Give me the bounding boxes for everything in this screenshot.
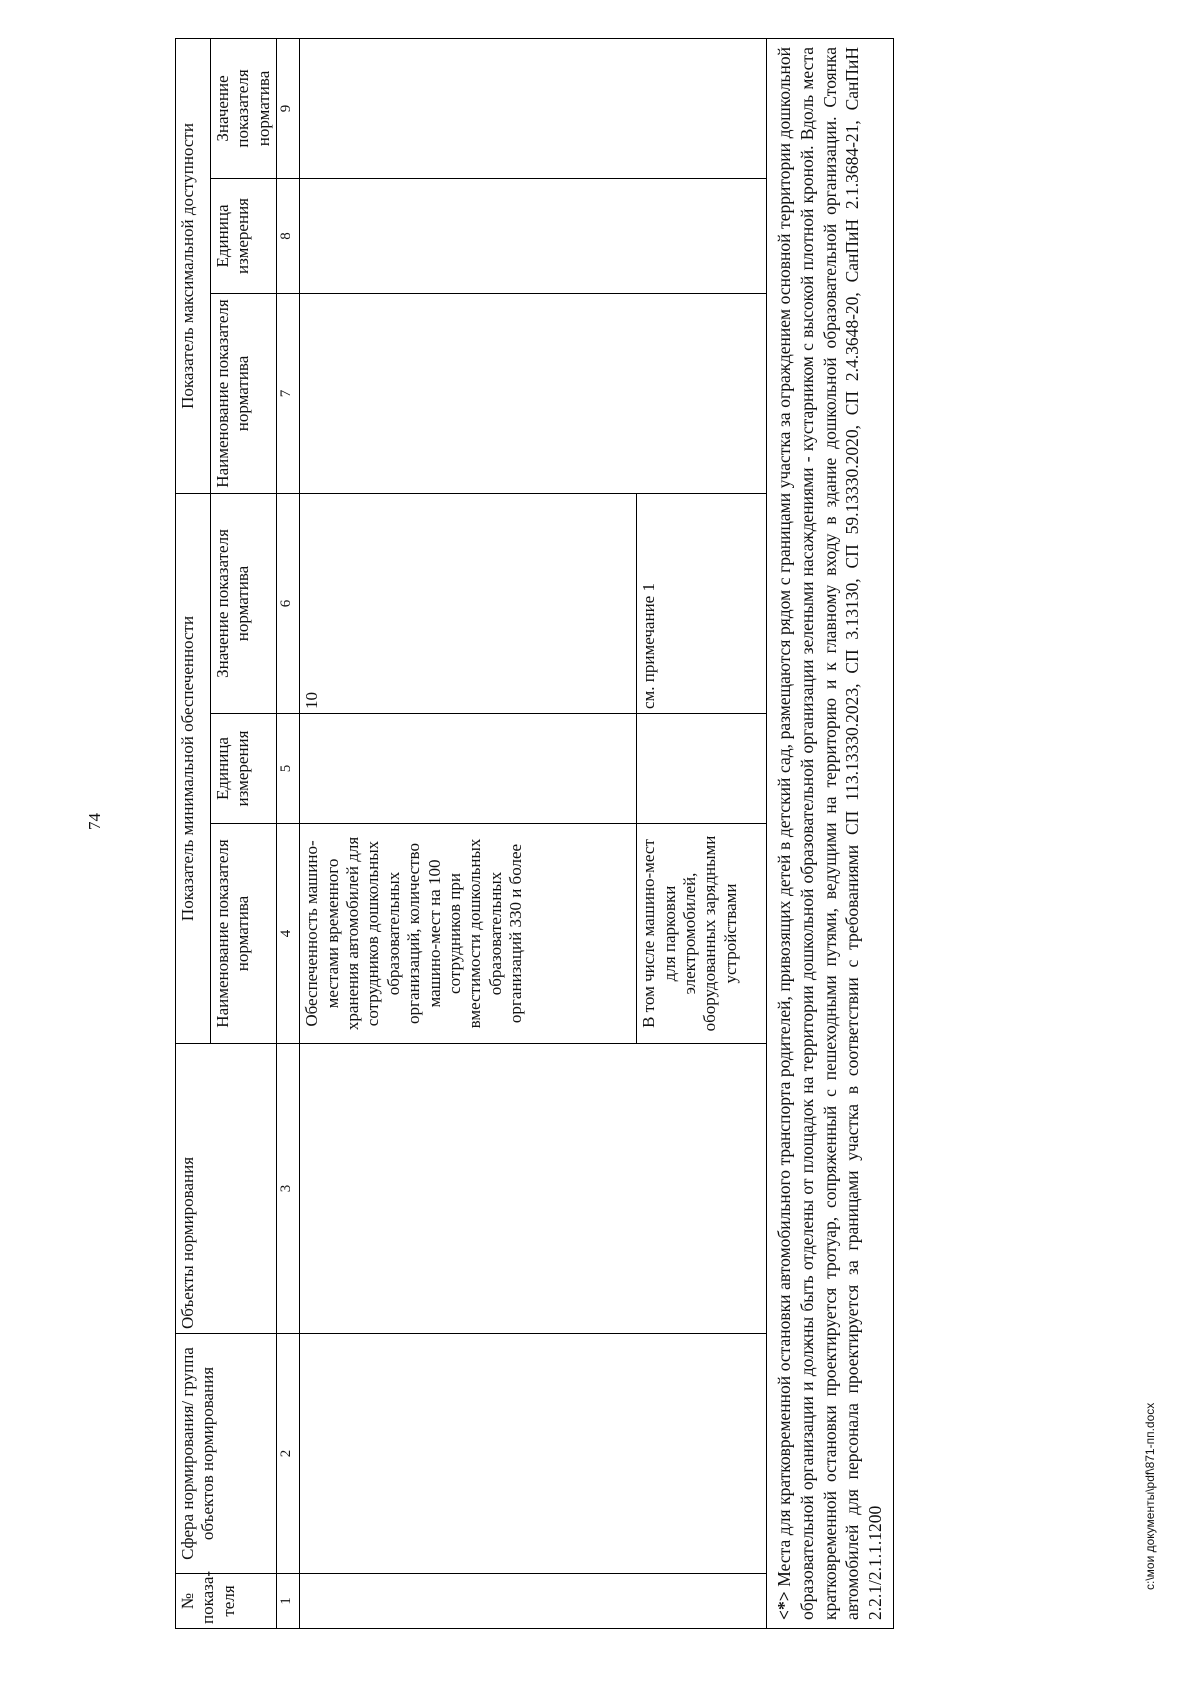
col-header-min-name: Наименование показателя норматива <box>211 824 277 1044</box>
cell-num <box>300 1574 767 1629</box>
column-number: 9 <box>277 38 300 178</box>
note-marker: <*> <box>774 1591 795 1620</box>
col-header-sphere: Сфера нормирования/ группа объектов нормирования <box>176 1334 277 1574</box>
table-row <box>300 38 637 1628</box>
cell-min-name: В том числе машино-мест для парковки электромобилей, оборудованных зарядными устройствами <box>637 824 767 1044</box>
cell-max-value <box>300 38 767 178</box>
norms-table <box>175 38 894 1629</box>
col-header-max-unit: Единица измерения <box>211 178 277 293</box>
table-note <box>767 38 894 1628</box>
col-header-max-value: Значение показателя норматива <box>211 38 277 178</box>
cell-min-unit <box>300 714 637 824</box>
column-number: 3 <box>277 1044 300 1334</box>
column-number: 7 <box>277 293 300 493</box>
col-header-min-group: Показатель минимальной обеспеченности <box>176 493 211 1043</box>
note-row <box>767 38 894 1628</box>
cell-min-unit <box>637 714 767 824</box>
column-number: 6 <box>277 493 300 713</box>
col-header-min-unit: Единица измерения <box>211 714 277 824</box>
column-number: 1 <box>277 1574 300 1629</box>
rotated-table-frame <box>175 39 1055 1629</box>
col-header-objects: Объекты нормирования <box>176 1044 277 1334</box>
cell-max-unit <box>300 178 767 293</box>
cell-min-value: 10 <box>300 493 637 713</box>
cell-sphere <box>300 1334 767 1574</box>
col-header-num: № показа-теля <box>176 1574 277 1629</box>
col-header-min-value: Значение показателя норматива <box>211 493 277 713</box>
column-number: 4 <box>277 824 300 1044</box>
footer-path: c:\мои документы\pdf\871-пп.docx <box>1143 1402 1157 1590</box>
column-number: 5 <box>277 714 300 824</box>
note-text: Места для кратковременной остановки автомобильного транспорта родителей, привозящих детей в детский сад, размещаются рядом с границами участка за ограждением основной территории дошкольной образовательной организации и должны быть отделены от площадок на территории дошкольной образовательной организации зелеными насаждениями - кустарником с высокой плотной кроной. Вдоль места кратковременной остановки проектируется тротуар, сопряженный с пешеходными путями, ведущими на территорию и к главному входу в здание дошкольной образовательной организации. Стоянка автомобилей для персонала проектируется за границами участка в соответствии с требованиями СП 113.13330.2023, СП 3.13130, СП 59.13330.2020, СП 2.4.3648-20, СанПиН 2.1.3684-21, СанПиН 2.2.1/2.1.1.1200 <box>774 46 886 1620</box>
column-number: 2 <box>277 1334 300 1574</box>
column-number-row <box>277 38 300 1628</box>
cell-objects <box>300 1044 767 1334</box>
col-header-max-group: Показатель максимальной доступности <box>176 38 211 493</box>
cell-min-name: Обеспеченность машино-местами временного хранения автомобилей для сотрудников дошкольных образовательных организаций, количество машино-мест на 100 сотрудников при вместимости дошкольных образовательных организаций 330 и более <box>300 824 637 1044</box>
cell-max-name <box>300 293 767 493</box>
page-number: 74 <box>85 813 104 830</box>
col-header-max-name: Наименование показателя норматива <box>211 293 277 493</box>
column-number: 8 <box>277 178 300 293</box>
header-row-1 <box>176 38 211 1628</box>
cell-min-value: см. примечание 1 <box>637 493 767 713</box>
